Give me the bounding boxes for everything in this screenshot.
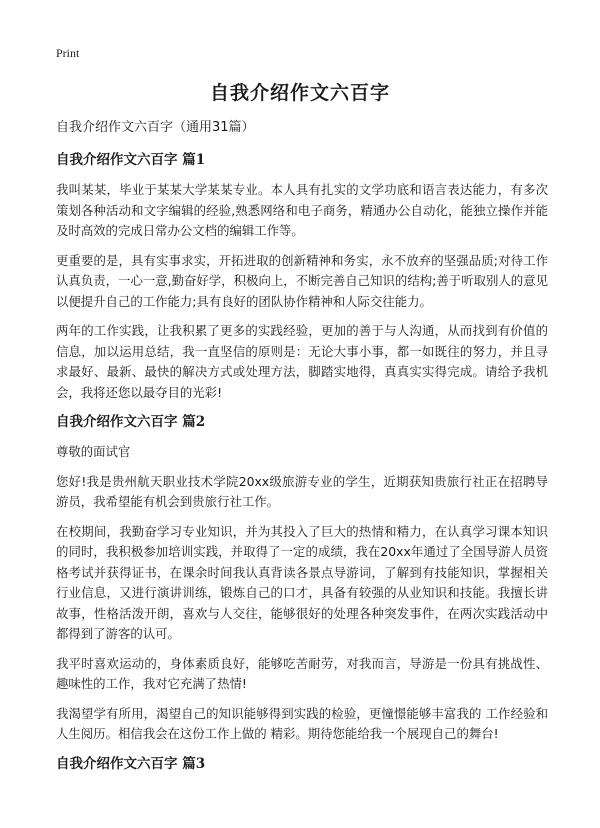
salutation: 尊敬的面试官 [56, 444, 131, 459]
document-body [56, 118, 548, 784]
section-2 [56, 412, 548, 745]
paragraph: 更重要的是，具有实事求实，开拓进取的创新精神和务实，永不放弃的坚强品质;对待工作认真负责，一心一意,勤奋好学，积极向上，不断完善自己知识的结构;善于听取别人的意见以便提升自己的工作能力;具有良好的团队协作精神和人际交往能力。 [56, 252, 548, 309]
section-heading: 自我介绍作文六百字 篇3 [56, 755, 206, 772]
paragraph: 我平时喜欢运动的，身体素质良好，能够吃苦耐劳，对我而言，导游是一份具有挑战性、趣味性的工作，我对它充满了热情! [56, 655, 548, 691]
paragraph: 在校期间，我勤奋学习专业知识，并为其投入了巨大的热情和精力，在认真学习课本知识的同时，我积极参加培训实践，并取得了一定的成绩，我在20xx年通过了全国导游人员资格考试并获得证书，在课余时间我认真背读各景点导游词，了解到有技能知识，掌握相关行业信息，又进行演讲训练，锻炼自己的口才，具备有较强的从业知识和技能。我擅长讲故事，性格活泼开朗，喜欢与人交往，能够很好的处理各种突发事件，在两次实践活动中都得到了游客的认可。 [56, 523, 548, 641]
section-3 [56, 754, 548, 774]
document-title: 自我介绍作文六百字 [209, 82, 390, 104]
paragraph: 我渴望学有所用，渴望自己的知识能够得到实践的检验，更憧憬能够丰富我的 工作经验和人生阅历。相信我会在这份工作上做的 精彩。期待您能给我一个展现自己的舞台! [56, 705, 548, 741]
section-heading: 自我介绍作文六百字 篇2 [56, 414, 206, 430]
print-link[interactable]: Print [56, 46, 80, 60]
section-1 [56, 150, 548, 403]
section-heading: 自我介绍作文六百字 篇1 [56, 152, 206, 168]
document-subtitle: 自我介绍作文六百字（通用31篇） [56, 120, 255, 135]
paragraph: 我叫某某，毕业于某某大学某某专业。本人具有扎实的文学功底和语言表达能力，有多次策划各种活动和文字编辑的经验,熟悉网络和电子商务，精通办公自动化，能独立操作并能及时高效的完成日常办公文档的编辑工作等。 [56, 182, 548, 238]
paragraph: 您好!我是贵州航天职业技术学院20xx级旅游专业的学生，近期获知贵旅行社正在招聘导游员，我希望能有机会到贵旅行社工作。 [56, 473, 548, 509]
paragraph: 两年的工作实践，让我积累了更多的实践经验，更加的善于与人沟通，从而找到有价值的信息，加以运用总结，我一直坚信的原则是：无论大事小事，都一如既往的努力，并且寻求最好、最新、最快的解决方式或处理方法，脚踏实地得，真真实实得完成。请给予我机会，我将还您以最夺目的光彩! [56, 323, 548, 400]
